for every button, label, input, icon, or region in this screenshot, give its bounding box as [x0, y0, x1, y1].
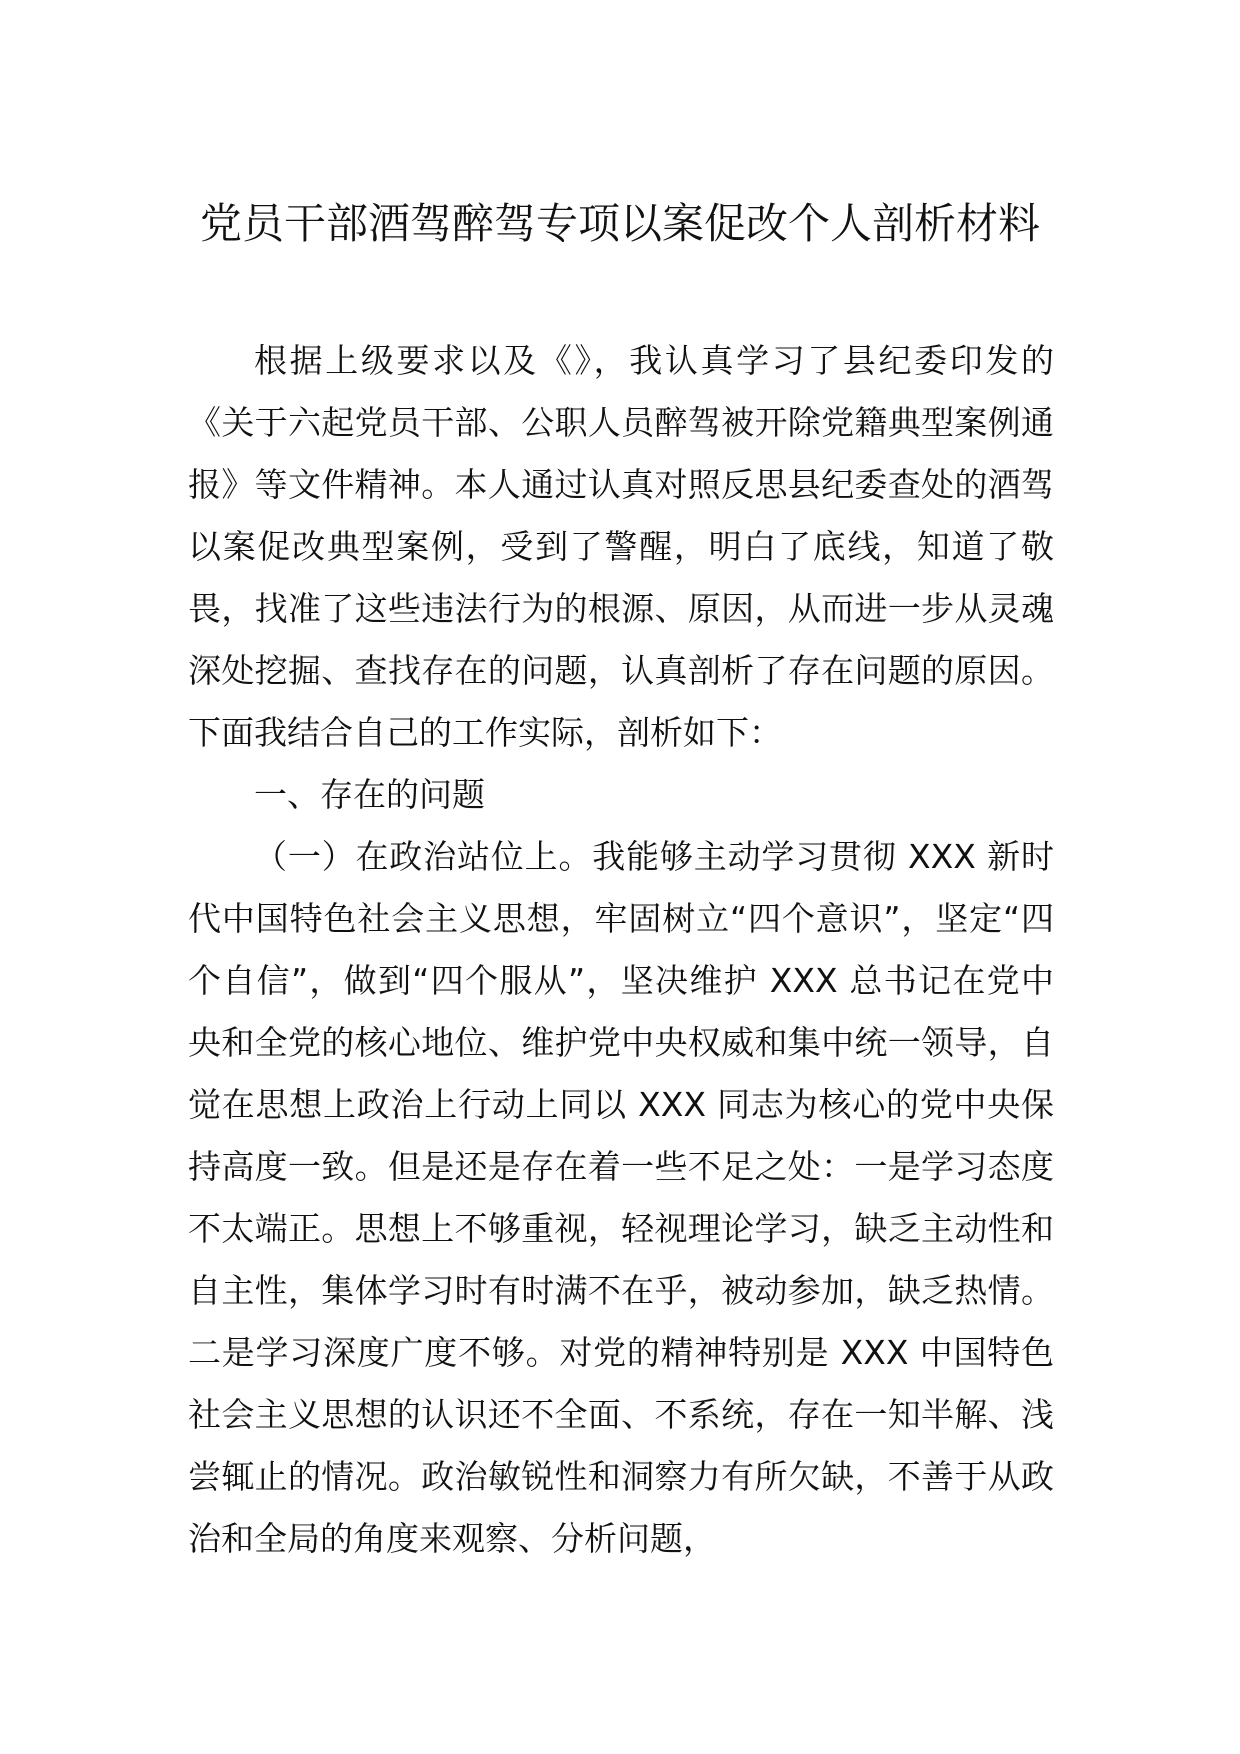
document-body	[188, 330, 1054, 1570]
section-heading-problems: 一、存在的问题	[254, 775, 485, 814]
political-stance-paragraph: （一）在政治站位上。我能够主动学习贯彻 XXX 新时代中国特色社会主义思想，牢固树立“四个意识”，坚定“四个自信”，做到“四个服从”，坚决维护 XXX 总书记在党中央和全党的核心地位、维护党中央权威和集中统一领导，自觉在思想上政治上行动上同以 XXX 同志为核心的党中央保持高度一致。但是还是存在着一些不足之处：一是学习态度不太端正。思想上不够重视，轻视理论学习，缺乏主动性和自主性，集体学习时有时满不在乎，被动参加，缺乏热情。二是学习深度广度不够。对党的精神特别是 XXX 中国特色社会主义思想的认识还不全面、不系统，存在一知半解、浅尝辄止的情况。政治敏锐性和洞察力有所欠缺，不善于从政治和全局的角度来观察、分析问题，	[188, 837, 1054, 1558]
page-title: 党员干部酒驾醉驾专项以案促改个人剖析材料	[199, 199, 1040, 248]
intro-paragraph: 根据上级要求以及《》，我认真学习了县纪委印发的《关于六起党员干部、公职人员醉驾被开除党籍典型案例通报》等文件精神。本人通过认真对照反思县纪委查处的酒驾以案促改典型案例，受到了警醒，明白了底线，知道了敬畏，找准了这些违法行为的根源、原因，从而进一步从灵魂深处挖掘、查找存在的问题，认真剖析了存在问题的原因。下面我结合自己的工作实际，剖析如下：	[188, 341, 1054, 752]
